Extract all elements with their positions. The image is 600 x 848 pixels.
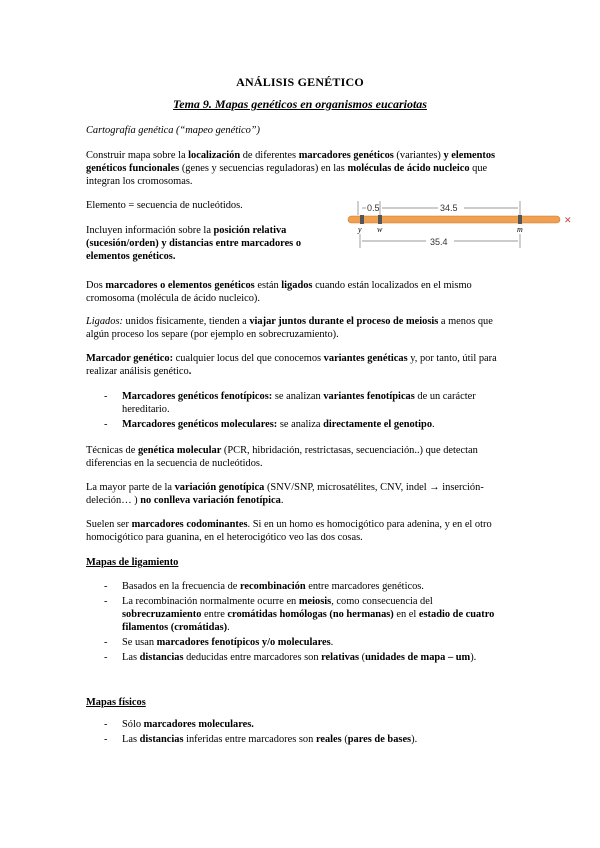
paragraph-2: Elemento = secuencia de nucleótidos. [86, 200, 243, 211]
paragraph-6: Marcador genético: cualquier locus del que conocemos variantes genéticas y, por tanto, útil para realizar análisis genético. [86, 353, 497, 377]
paragraph-3: Incluyen información sobre la posición relativa (sucesión/orden) y distancias entre marcadores o elementos genéticos. [86, 225, 302, 262]
list-item: - Marcadores genéticos fenotípicos: se analizan variantes fenotípicas de un carácter hereditario. [86, 390, 514, 416]
list-item: - Se usan marcadores fenotípicos y/o moleculares. [86, 636, 514, 649]
document-title: ANÁLISIS GENÉTICO [236, 75, 364, 89]
distance-label-yw: 0.5 [367, 203, 380, 213]
list-item: - Las distancias inferidas entre marcadores son reales (pares de bases). [86, 733, 514, 746]
marker-label-m: m [517, 225, 523, 234]
paragraph-1: Construir mapa sobre la localización de diferentes marcadores genéticos (variantes) y elementos genéticos funcionales (genes y secuencias reguladoras) en las moléculas de ácido nucleico que integran los cromosomas. [86, 150, 496, 187]
paragraph-7: Técnicas de genética molecular (PCR, hibridación, restrictasas, secuenciación..) que detectan diferencias en la secuencia de nucleótidos. [86, 445, 478, 469]
paragraph-8: La mayor parte de la variación genotípica (SNV/SNP, microsatélites, CNV, indel → inserción-deleción… ) no conlleva variación fenotípica. [86, 482, 484, 506]
list-marker-types [86, 390, 514, 433]
marker-label-y: y [358, 225, 362, 234]
distance-label-ym: 35.4 [430, 237, 448, 247]
bottom-distance-annotation [360, 234, 520, 248]
band-m [518, 215, 522, 224]
list-linkage-maps [86, 580, 514, 666]
document-subtitle: Tema 9. Mapas genéticos en organismos eucariotas [173, 97, 427, 111]
distance-label-wm: 34.5 [440, 203, 458, 213]
list-item: - Las distancias deducidas entre marcadores son relativas (unidades de mapa – um). [86, 651, 514, 664]
paragraph-5: Ligados: unidos físicamente, tienden a viajar juntos durante el proceso de meiosis a menos que algún proceso los separe (por ejemplo en sobrecruzamiento). [86, 316, 493, 340]
band-y [360, 215, 364, 224]
list-item: - La recombinación normalmente ocurre en meiosis, como consecuencia del sobrecruzamiento entre cromátidas homólogas (no hermanas) en el estadio de cuatro filamentos (cromátidas). [86, 595, 514, 634]
top-distance-annotation [358, 201, 520, 215]
list-physical-maps [86, 718, 514, 748]
chromosome-map-figure [346, 199, 596, 251]
list-item: - Basados en la frecuencia de recombinación entre marcadores genéticos. [86, 580, 514, 593]
intro-label: Cartografía genética (“mapeo genético”) [86, 125, 261, 136]
marker-label-w: w [377, 225, 383, 234]
paragraph-4: Dos marcadores o elementos genéticos están ligados cuando están localizados en el mismo cromosoma (molécula de ácido nucleico). [86, 280, 472, 304]
band-w [378, 215, 382, 224]
list-item: - Sólo marcadores moleculares. [86, 718, 514, 731]
list-item: - Marcadores genéticos moleculares: se analiza directamente el genotipo. [86, 418, 514, 431]
centromere-icon: ✕ [564, 216, 572, 226]
section-heading-physical-maps: Mapas físicos [86, 697, 146, 708]
section-heading-linkage-maps: Mapas de ligamiento [86, 557, 179, 568]
paragraph-9: Suelen ser marcadores codominantes. Si en un homo es homocigótico para adenina, y en el otro homocigótico para guanina, en el heterocigótico veo las dos cosas. [86, 519, 492, 543]
